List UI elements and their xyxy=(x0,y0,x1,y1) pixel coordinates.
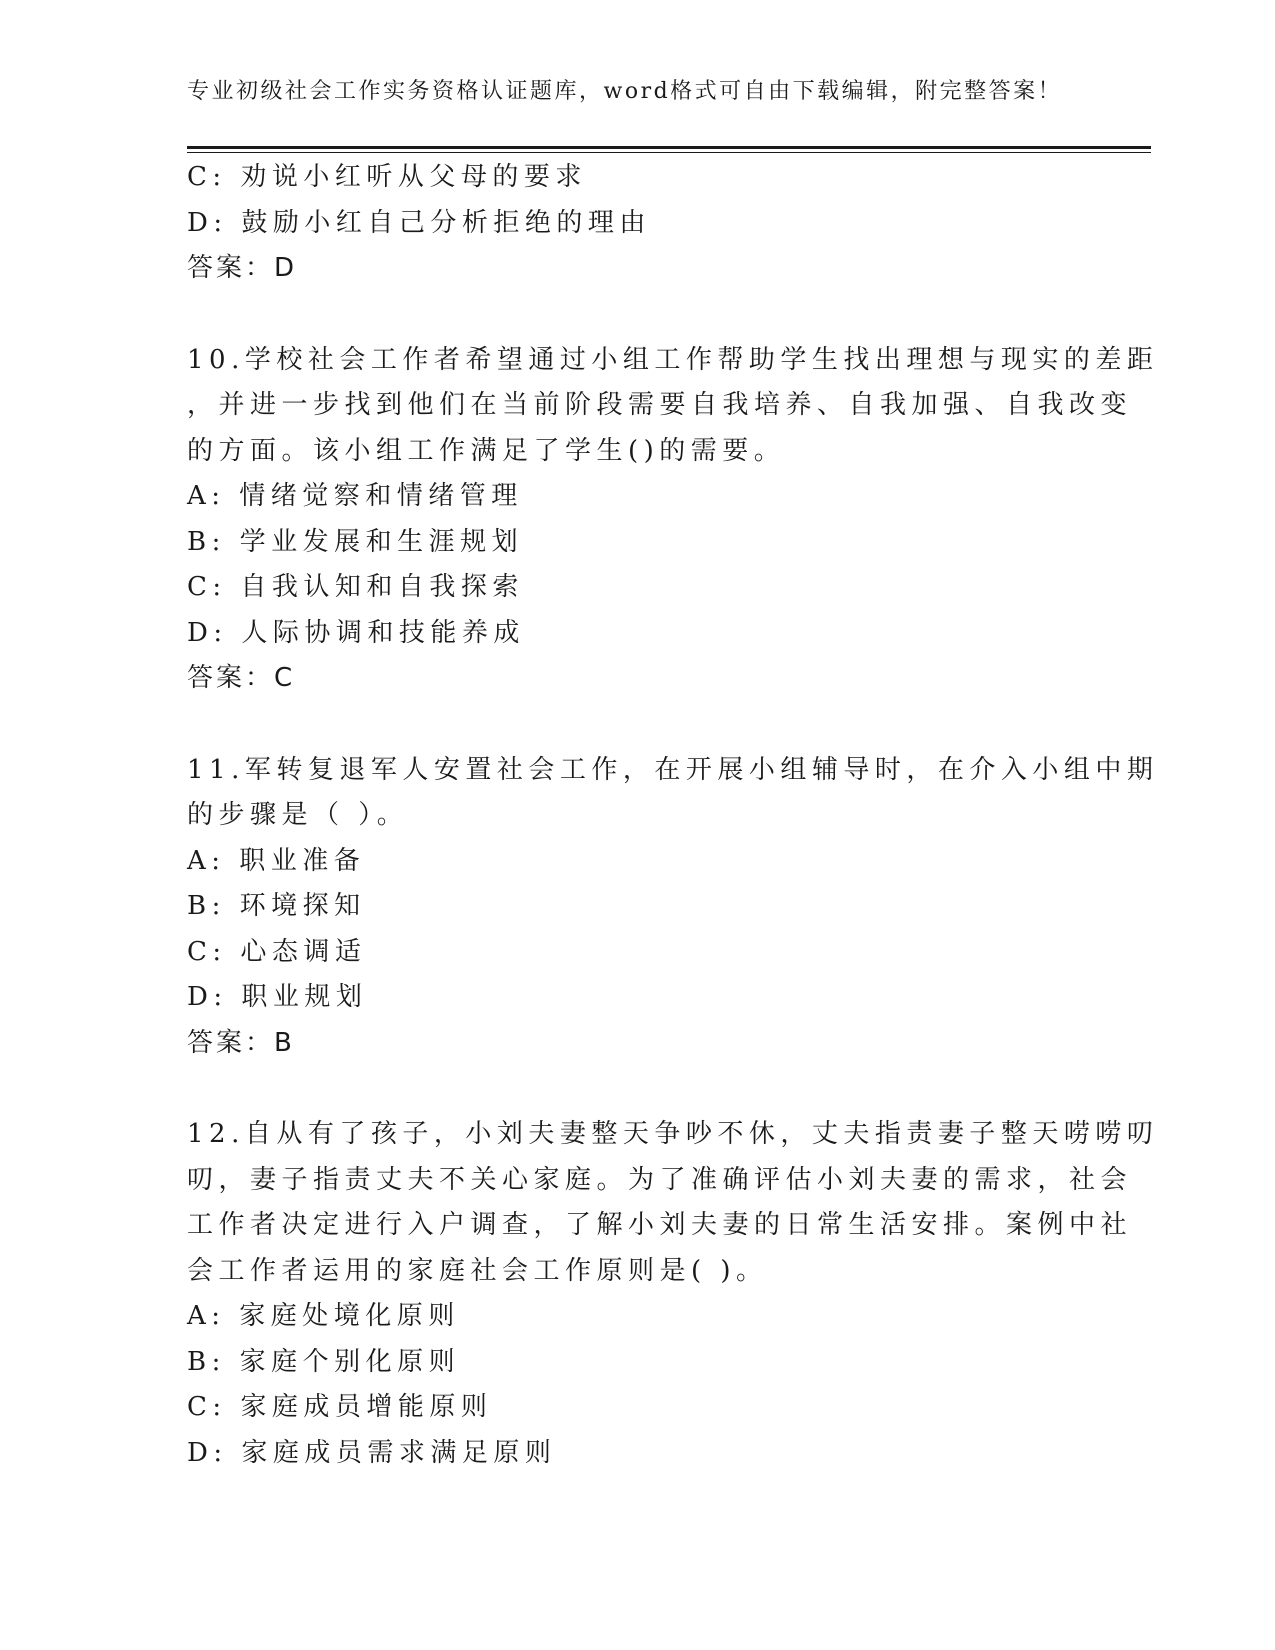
spacer xyxy=(187,1066,1107,1112)
option-d: D: 人际协调和技能养成 xyxy=(187,617,525,648)
option-d: D: 职业规划 xyxy=(187,982,368,1012)
question-stem-line: 12.自从有了孩子，小刘夫妻整天争吵不休，丈夫指责妻子整天唠唠叨 xyxy=(187,1119,1159,1149)
option-b: B: 家庭个别化原则 xyxy=(187,1346,461,1377)
answer: 答案：C xyxy=(187,663,296,693)
question-12 xyxy=(187,1112,1159,1476)
question-stem-line: 11.军转复退军人安置社会工作，在开展小组辅导时，在介入小组中期 xyxy=(187,754,1159,785)
question-stem-line: 工作者决定进行入户调查，了解小刘夫妻的日常生活安排。案例中社 xyxy=(187,1210,1133,1240)
question-content xyxy=(187,155,1159,1476)
question-9 xyxy=(187,155,1107,292)
answer: 答案：D xyxy=(187,253,298,283)
option-b: B: 环境探知 xyxy=(187,891,366,921)
option-a: A: 职业准备 xyxy=(187,845,366,876)
answer: 答案：B xyxy=(187,1027,295,1058)
question-stem-line: 叨，妻子指责丈夫不关心家庭。为了准确评估小刘夫妻的需求，社会 xyxy=(187,1164,1133,1195)
page-header: 专业初级社会工作实务资格认证题库，word格式可自由下载编辑，附完整答案！ xyxy=(187,79,1063,104)
option-b: B: 学业发展和生涯规划 xyxy=(187,526,524,557)
option-c: C: 自我认知和自我探索 xyxy=(187,572,524,602)
header-rule-thin xyxy=(187,152,1151,153)
spacer xyxy=(187,702,1107,748)
option-a: A: 家庭处境化原则 xyxy=(187,1301,460,1331)
question-10 xyxy=(187,338,1159,702)
question-11 xyxy=(187,748,1159,1067)
option-c: C: 家庭成员增能原则 xyxy=(187,1392,493,1422)
question-stem-line: 的步骤是（ ）。 xyxy=(187,800,409,830)
option-c: C: 心态调适 xyxy=(187,936,367,967)
question-stem-line: 的方面。该小组工作满足了学生()的需要。 xyxy=(187,435,786,466)
option-a: A: 情绪觉察和情绪管理 xyxy=(187,481,523,511)
header-rule-thick xyxy=(187,146,1151,149)
option-c: C: 劝说小红听从父母的要求 xyxy=(187,162,587,192)
question-stem-line: 10.学校社会工作者希望通过小组工作帮助学生找出理想与现实的差距 xyxy=(187,344,1159,375)
spacer xyxy=(187,292,1107,338)
option-d: D: 鼓励小红自己分析拒绝的理由 xyxy=(187,207,651,238)
option-d: D: 家庭成员需求满足原则 xyxy=(187,1437,557,1468)
question-stem-line: 会工作者运用的家庭社会工作原则是( )。 xyxy=(187,1255,768,1286)
question-stem-line: ，并进一步找到他们在当前阶段需要自我培养、自我加强、自我改变 xyxy=(187,390,1133,420)
